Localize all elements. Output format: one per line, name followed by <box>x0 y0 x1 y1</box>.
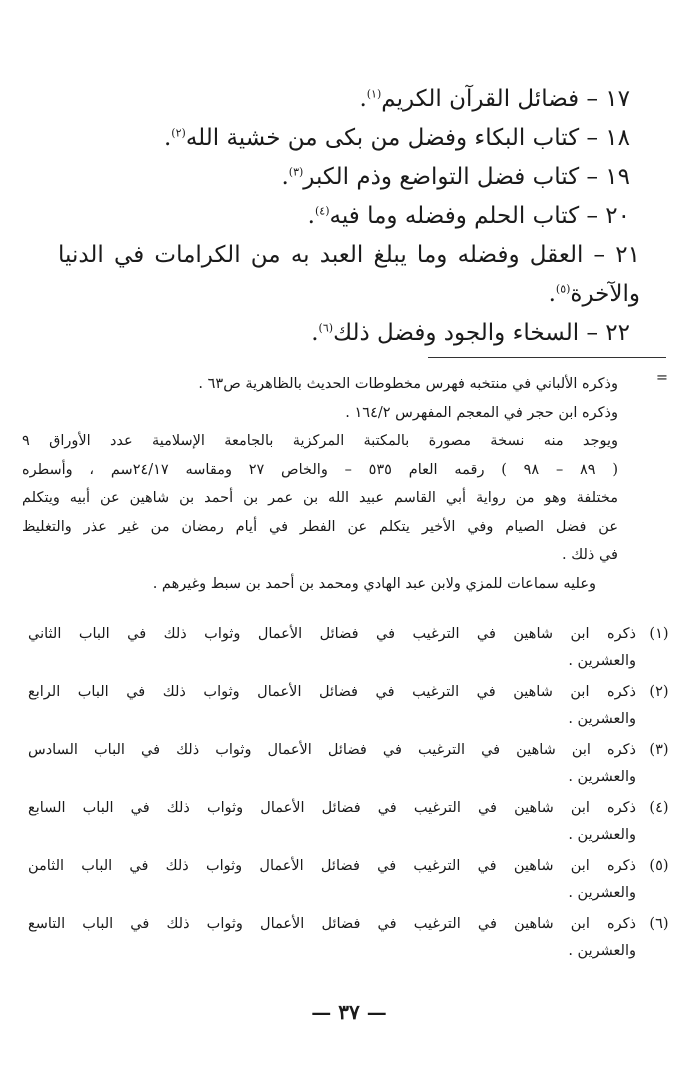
footnote-number: (٢) <box>649 684 669 700</box>
footnote-number: (٥) <box>649 858 669 874</box>
footnote-ref[interactable]: (٤) <box>314 204 330 218</box>
list-item: ٢٠ – كتاب الحلم وفضله وما فيه$^{(٤)}$. <box>307 203 630 229</box>
note-line: وذكره الألباني في منتخبه فهرس مخطوطات الحديث بالظاهرية ص٦٣ . <box>198 376 618 392</box>
footnote-ref[interactable]: (٢) <box>171 126 186 140</box>
footnote-number: (٦) <box>649 916 669 932</box>
list-item: ٢٢ – السخاء والجود وفضل ذلك$^{(٦)}$. <box>311 320 630 346</box>
footnotes <box>28 620 676 968</box>
continuation-marker: = <box>655 370 669 386</box>
list-item: ١٩ – كتاب فضل التواضع وذم الكبر$^{(٣)}$. <box>281 164 630 190</box>
footnote-number: (٣) <box>649 742 669 758</box>
list-item-continuation: والآخرة$^{(٥)}$. <box>548 281 640 307</box>
footnote: (١) ذكره ابن شاهين في الترغيب في فضائل الأعمال وثواب ذلك في الباب الثاني والعشرين . <box>28 620 676 678</box>
footnote: (٥) ذكره ابن شاهين في الترغيب في فضائل الأعمال وثواب ذلك في الباب الثامن والعشرين . <box>28 852 676 910</box>
footnote: (٢) ذكره ابن شاهين في الترغيب في فضائل الأعمال وثواب ذلك في الباب الرابع والعشرين . <box>28 678 676 736</box>
continued-footnote <box>22 370 676 598</box>
list-item: ١٨ – كتاب البكاء وفضل من بكى من خشية الله$^{(٢)}$. <box>163 125 630 151</box>
note-line: ويوجد منه نسخة مصورة بالمكتبة المركزية بالجامعة الإسلامية عدد الأوراق ٩ <box>22 433 618 449</box>
note-line: عن فضل الصيام وفي الأخير يتكلم عن الفطر في أيام رمضان من غير عذر والتغليظ <box>22 518 618 535</box>
note-line: مختلفة وهو من رواية أبي القاسم عبيد الله بن عمر بن أحمد بن شاهين عن أبيه ويتكلم <box>22 490 618 506</box>
note-line: في ذلك . <box>562 547 618 563</box>
note-line: وعليه سماعات للمزي ولابن عبد الهادي ومحمد بن أحمد بن سبط وغيرهم . <box>152 575 596 592</box>
footnote-number: (١) <box>649 626 669 642</box>
footnote-number: (٤) <box>649 800 669 816</box>
list-item: ١٧ – فضائل القرآن الكريم$^{(١)}$. <box>359 86 630 112</box>
footnote-separator <box>428 357 666 358</box>
list-item: ٢١ – العقل وفضله وما يبلغ العبد به من الكرامات في الدنيا <box>58 242 640 268</box>
note-line: وذكره ابن حجر في المعجم المفهرس ١٦٤/٢ . <box>345 404 618 421</box>
footnote-ref[interactable]: (٥) <box>555 282 571 296</box>
footnote: (٤) ذكره ابن شاهين في الترغيب في فضائل الأعمال وثواب ذلك في الباب السابع والعشرين . <box>28 794 676 852</box>
page-number: — ٣٧ — <box>311 1000 387 1024</box>
footnote: (٣) ذكره ابن شاهين في الترغيب في فضائل الأعمال وثواب ذلك في الباب السادس والعشرين . <box>28 736 676 794</box>
footnote-ref[interactable]: (١) <box>366 87 382 101</box>
main-list <box>58 80 640 353</box>
footnote-ref[interactable]: (٣) <box>288 165 304 179</box>
note-line: ( ٨٩ – ٩٨ ) رقمه العام ٥٣٥ – والخاص ٢٧ ومقاسه ٢٤/١٧سم ، وأسطره <box>22 461 618 478</box>
footnote-ref[interactable]: (٦) <box>318 321 334 335</box>
footnote: (٦) ذكره ابن شاهين في الترغيب في فضائل الأعمال وثواب ذلك في الباب التاسع والعشرين . <box>28 910 676 968</box>
